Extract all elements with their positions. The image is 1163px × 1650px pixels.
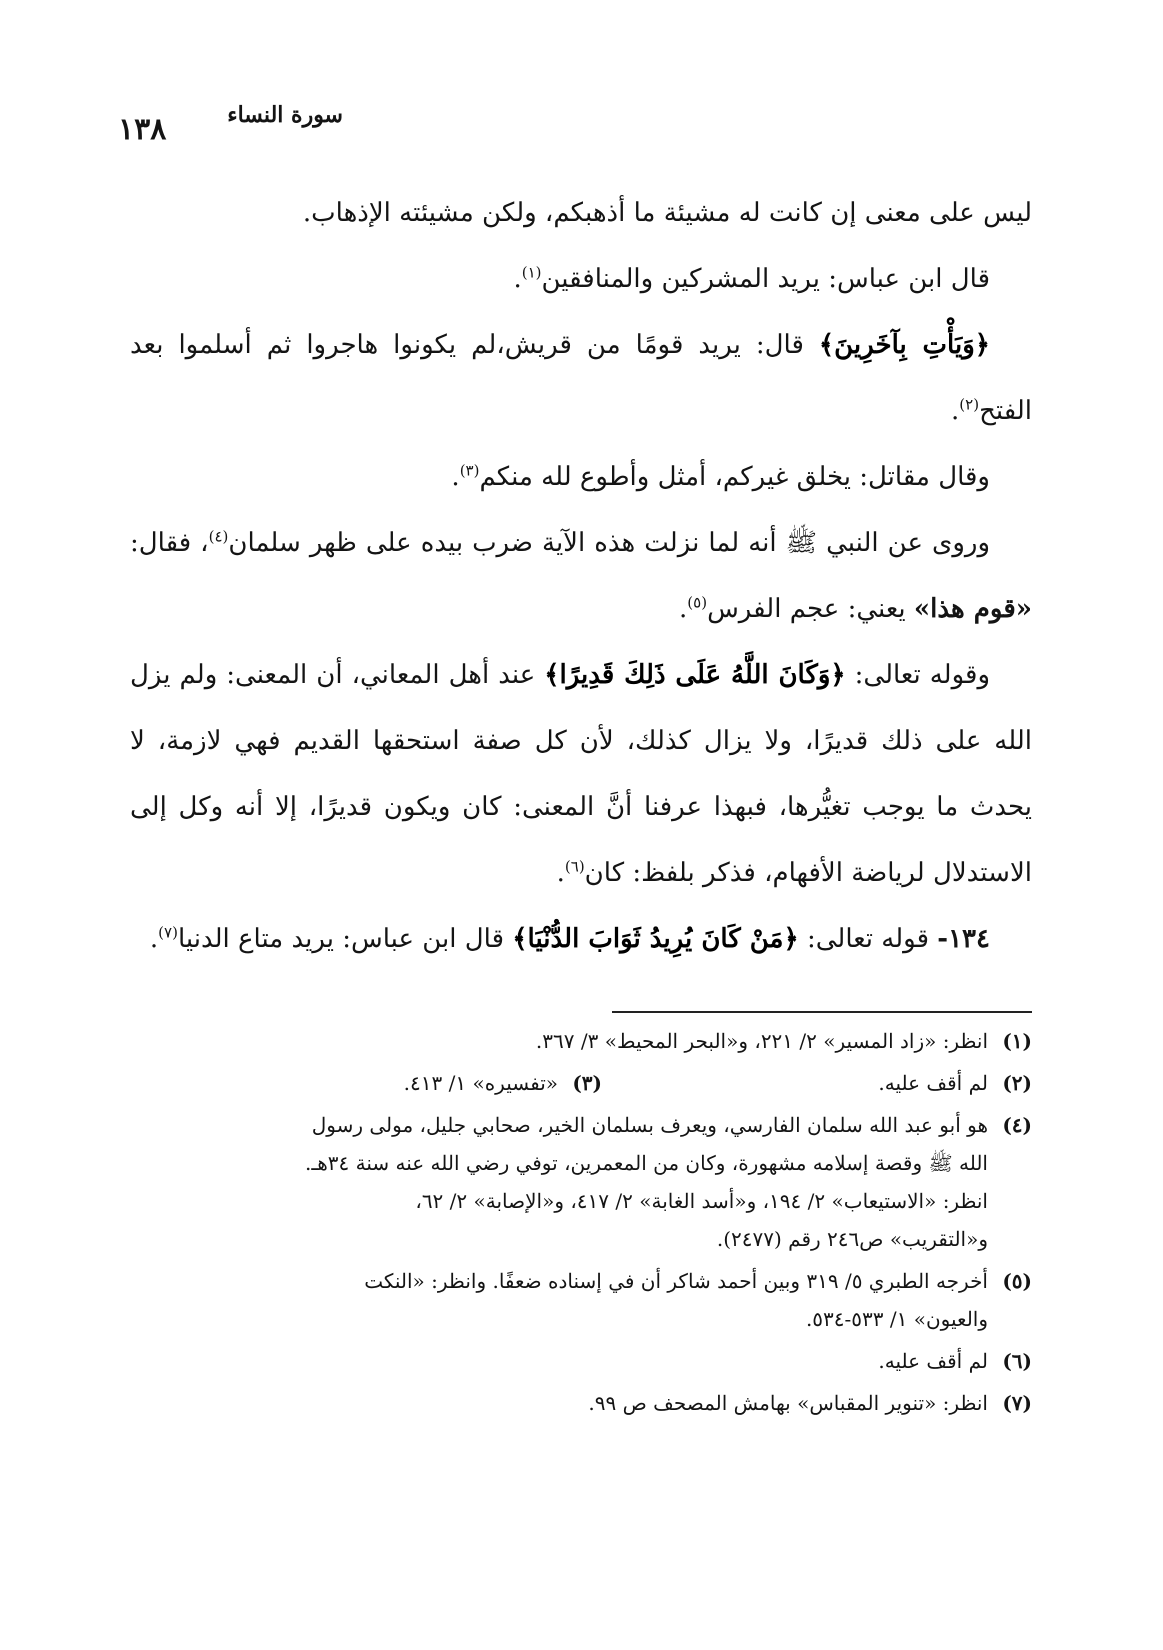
period: . — [451, 462, 460, 492]
paragraph-6-text: عند أهل المعاني، أن المعنى: ولم يزل الله على ذلك قديرًا، ولا يزال كذلك، لأن كل صفة استحقها القديم فهي لازمة، لا يحدث ما يوجب تغيُّرها، فبهذا عرفنا أنَّ المعنى: كان ويكون قديرًا، إلا أنه وكل إلى الاستدلال لرياضة الأفهام، فذكر بلفظ: كان — [130, 660, 1032, 888]
quran-verse: ﴿مَنْ كَانَ يُرِيدُ ثَوَابَ الدُّنْيَا﴾ — [512, 924, 799, 954]
paragraph-5-text: يعني: عجم الفرس — [707, 594, 914, 624]
footnote-5 — [130, 1262, 1032, 1338]
footnote-text: انظر: «زاد المسير» ٢/ ٢٢١، و«البحر المحيط» ٣/ ٣٦٧. — [535, 1029, 988, 1053]
footnote-line: أخرجه الطبري ٥/ ٣١٩ وبين أحمد شاكر أن في إسناده ضعفًا. وانظر: «النكت — [364, 1269, 988, 1293]
footnote-2 — [602, 1064, 1032, 1102]
footnote-mark: (٤) — [1002, 1113, 1032, 1137]
footnote-text: انظر: «تنوير المقباس» بهامش المصحف ص ٩٩. — [588, 1391, 988, 1415]
footnotes-2-3 — [130, 1064, 1032, 1102]
footnote-3 — [404, 1064, 602, 1102]
paragraph-7-text: قال ابن عباس: يريد متاع الدنيا — [177, 924, 513, 954]
period: . — [556, 858, 565, 888]
paragraph-5 — [130, 510, 1032, 642]
footnote-text — [130, 1262, 988, 1338]
paragraph-4-text: وقال مقاتل: يخلق غيركم، أمثل وأطوع لله منكم — [479, 462, 990, 492]
footnote-6 — [130, 1342, 1032, 1380]
footnote-mark: (٣) — [572, 1071, 602, 1095]
footnote-text — [130, 1106, 988, 1258]
paragraph-3-text: قال: يريد قومًا من قريش،لم يكونوا هاجروا ثم أسلموا بعد الفتح — [130, 330, 1032, 426]
paragraph-5-text: ، فقال: — [130, 528, 209, 558]
running-title: سورة النساء — [227, 102, 343, 128]
period: . — [149, 924, 159, 954]
footnote-mark: (٥) — [1002, 1269, 1032, 1293]
footnote-mark: (٧) — [1002, 1391, 1032, 1415]
period: . — [679, 594, 688, 624]
footnote-ref-5[interactable]: (٥) — [687, 593, 708, 612]
page-number: ١٣٨ — [118, 112, 167, 147]
footnote-ref-4[interactable]: (٤) — [208, 527, 229, 546]
footnote-ref-2[interactable]: (٢) — [959, 395, 980, 414]
period: . — [513, 264, 522, 294]
paragraph-7-text: قوله تعالى: — [798, 924, 938, 954]
paragraph-1 — [130, 180, 1032, 246]
footnote-line: الله ﷺ وقصة إسلامه مشهورة، وكان من المعمرين، توفي رضي الله عنه سنة ٣٤هـ. — [305, 1151, 988, 1175]
footnote-text: «تفسيره» ١/ ٤١٣. — [403, 1071, 558, 1095]
footnote-line: انظر: «الاستيعاب» ٢/ ١٩٤، و«أسد الغابة» ٢/ ٤١٧، و«الإصابة» ٢/ ٦٢، — [415, 1189, 988, 1213]
paragraph-3 — [130, 312, 1032, 444]
quran-verse: ﴿وَكَانَ اللَّهُ عَلَى ذَلِكَ قَدِيرًا﴾ — [544, 660, 846, 690]
footnote-ref-7[interactable]: (٧) — [158, 923, 178, 942]
footnote-text: لم أقف عليه. — [878, 1071, 988, 1095]
footnote-mark: (٢) — [1002, 1071, 1032, 1095]
footnote-ref-3[interactable]: (٣) — [459, 461, 480, 480]
footnote-line: و«التقريب» ص٢٤٦ رقم (٢٤٧٧). — [716, 1227, 988, 1251]
footnote-line: والعيون» ١/ ٥٣٣-٥٣٤. — [805, 1307, 988, 1331]
quran-verse: ﴿وَيَأْتِ بِآخَرِينَ﴾ — [818, 330, 990, 360]
paragraph-2 — [130, 246, 1032, 312]
paragraph-5-text: وروى عن النبي ﷺ أنه لما نزلت هذه الآية ضرب بيده على ظهر سلمان — [228, 528, 991, 558]
paragraph-2-text: قال ابن عباس: يريد المشركين والمنافقين — [541, 264, 990, 294]
paragraph-4 — [130, 444, 1032, 510]
paragraph-7 — [130, 906, 1032, 972]
paragraph-6-text: وقوله تعالى: — [845, 660, 990, 690]
footnote-line: هو أبو عبد الله سلمان الفارسي، ويعرف بسلمان الخير، صحابي جليل، مولى رسول — [311, 1113, 988, 1137]
period: . — [951, 396, 960, 426]
footnote-mark: (١) — [1002, 1029, 1032, 1053]
main-text — [130, 180, 1032, 972]
footnote-ref-1[interactable]: (١) — [521, 263, 542, 282]
footnote-text: لم أقف عليه. — [878, 1349, 988, 1373]
footnote-1 — [130, 1022, 1032, 1060]
paragraph-6 — [130, 642, 1032, 906]
footnote-ref-6[interactable]: (٦) — [564, 857, 585, 876]
quoted-phrase: «قوم هذا» — [913, 594, 1032, 624]
footnote-4 — [130, 1106, 1032, 1258]
footnote-divider — [612, 1011, 1032, 1013]
footnote-mark: (٦) — [1002, 1349, 1032, 1373]
paragraph-1-text: ليس على معنى إن كانت له مشيئة ما أذهبكم، ولكن مشيئته الإذهاب. — [302, 198, 1032, 228]
footnote-7 — [130, 1384, 1032, 1422]
footnotes — [130, 1022, 1032, 1426]
entry-number: ١٣٤- — [937, 924, 990, 954]
